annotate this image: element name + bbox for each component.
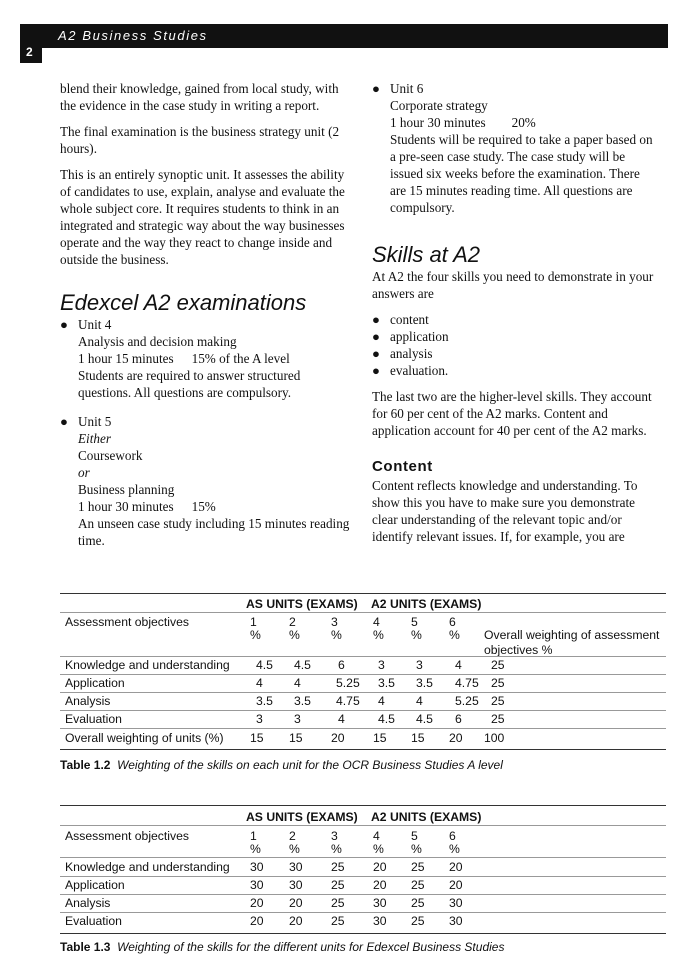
bullet-icon: ● bbox=[372, 312, 380, 327]
running-header-title: A2 Business Studies bbox=[58, 28, 208, 43]
page-number: 2 bbox=[26, 45, 33, 59]
cell: 30 bbox=[250, 878, 264, 892]
unit-name: Analysis and decision making bbox=[78, 334, 237, 349]
cell: 30 bbox=[449, 914, 463, 928]
cell: 30 bbox=[250, 860, 264, 874]
cell: 25 bbox=[491, 658, 505, 672]
row-label: Evaluation bbox=[65, 914, 122, 928]
cell: 20 bbox=[449, 860, 463, 874]
cell: 4.5 bbox=[256, 658, 273, 672]
table-caption bbox=[60, 940, 504, 954]
cell: 4.5 bbox=[294, 658, 311, 672]
cell: 25 bbox=[331, 878, 345, 892]
cell: 4 bbox=[338, 712, 345, 726]
cell: 20 bbox=[289, 914, 303, 928]
cell: 20 bbox=[373, 878, 387, 892]
caption-number: Table 1.2 bbox=[60, 758, 111, 772]
unit-col-header: 5 bbox=[411, 615, 418, 629]
cell: 3.5 bbox=[416, 676, 433, 690]
unit-col-header: 2 bbox=[289, 829, 296, 843]
cell: 3 bbox=[416, 658, 423, 672]
unit-description: Students will be required to take a paper based on a pre-seen case study. The case study will be issued six weeks before the examination. There are 15 minutes reading time. All questions are compulsory. bbox=[390, 132, 653, 215]
table-caption bbox=[60, 758, 503, 772]
table-rule bbox=[60, 593, 666, 594]
list-item-text: analysis bbox=[390, 346, 433, 361]
list-item-text: content bbox=[390, 312, 429, 327]
section-heading-edexcel: Edexcel A2 examinations bbox=[60, 290, 307, 315]
cell: 25 bbox=[331, 896, 345, 910]
bullet-icon: ● bbox=[372, 363, 380, 378]
cell: 4 bbox=[294, 676, 301, 690]
table-rule bbox=[60, 692, 666, 693]
unit-title: Unit 6 bbox=[390, 81, 424, 96]
row-label: Application bbox=[65, 676, 125, 690]
table-rule bbox=[60, 894, 666, 895]
cell: 4 bbox=[256, 676, 263, 690]
unit-weight: 15% bbox=[191, 499, 216, 514]
unit-description: Students are required to answer structured questions. All questions are compulsory. bbox=[78, 368, 301, 400]
group-header-as: AS UNITS (EXAMS) bbox=[246, 597, 358, 611]
row-header: Assessment objectives bbox=[65, 615, 189, 629]
row-label: Knowledge and understanding bbox=[65, 658, 230, 672]
row-label: Evaluation bbox=[65, 712, 122, 726]
group-header-a2: A2 UNITS (EXAMS) bbox=[371, 810, 482, 824]
cell: 6 bbox=[455, 712, 462, 726]
row-label: Knowledge and understanding bbox=[65, 860, 230, 874]
unit-weight: 20% bbox=[511, 115, 536, 130]
table-rule bbox=[60, 857, 666, 858]
cell: 3.5 bbox=[294, 694, 311, 708]
cell: 20 bbox=[250, 914, 264, 928]
cell: 25 bbox=[491, 712, 505, 726]
unit-col-header: 5 bbox=[411, 829, 418, 843]
table-rule bbox=[60, 805, 666, 806]
left-column bbox=[60, 80, 352, 549]
cell: 25 bbox=[331, 860, 345, 874]
cell: 20 bbox=[331, 731, 345, 745]
bullet-icon: ● bbox=[372, 329, 380, 344]
cell: 4 bbox=[455, 658, 462, 672]
cell: 4 bbox=[378, 694, 385, 708]
bullet-icon: ● bbox=[60, 414, 68, 429]
skills-list bbox=[372, 311, 656, 379]
bullet-icon: ● bbox=[372, 346, 380, 361]
unit-title: Unit 4 bbox=[78, 317, 112, 332]
caption-number: Table 1.3 bbox=[60, 940, 111, 954]
group-header-as: AS UNITS (EXAMS) bbox=[246, 810, 358, 824]
unit-col-header: 3 bbox=[331, 615, 338, 629]
cell: 30 bbox=[289, 860, 303, 874]
table-rule bbox=[60, 912, 666, 913]
list-item-text: evaluation. bbox=[390, 363, 449, 378]
pct-header: % bbox=[331, 628, 342, 642]
cell: 25 bbox=[491, 676, 505, 690]
table-rule bbox=[60, 876, 666, 877]
cell: 25 bbox=[411, 896, 425, 910]
table-rule bbox=[60, 825, 666, 826]
cell: 3.5 bbox=[378, 676, 395, 690]
unit-option-2: Business planning bbox=[78, 482, 175, 497]
unit-duration-line bbox=[78, 498, 352, 515]
cell: 4.5 bbox=[378, 712, 395, 726]
cell: 5.25 bbox=[336, 676, 360, 690]
cell: 20 bbox=[449, 878, 463, 892]
cell: 15 bbox=[411, 731, 425, 745]
table-rule bbox=[60, 612, 666, 613]
table-rule bbox=[60, 656, 666, 657]
cell: 4.5 bbox=[416, 712, 433, 726]
cell: 15 bbox=[373, 731, 387, 745]
section-heading-skills: Skills at A2 bbox=[372, 242, 481, 267]
unit-or: or bbox=[78, 465, 90, 480]
unit-weight: 15% of the A level bbox=[191, 351, 290, 366]
table-rule bbox=[60, 674, 666, 675]
cell: 30 bbox=[449, 896, 463, 910]
right-column bbox=[372, 80, 656, 554]
cell: 30 bbox=[373, 896, 387, 910]
cell: 4.75 bbox=[455, 676, 479, 690]
cell: 5.25 bbox=[455, 694, 479, 708]
caption-text: Weighting of the skills on each unit for the OCR Business Studies A level bbox=[117, 758, 503, 772]
list-item-text: application bbox=[390, 329, 449, 344]
cell: 4 bbox=[416, 694, 423, 708]
cell: 3.5 bbox=[256, 694, 273, 708]
unit-col-header: 2 bbox=[289, 615, 296, 629]
paragraph: Content reflects knowledge and understanding. To show this you have to make sure you demonstrate clear understanding of the relevant topic and/or identify relevant issues. If, for example, you are bbox=[372, 478, 638, 544]
unit-duration: 1 hour 15 minutes bbox=[78, 351, 174, 366]
overall-col-header: Overall weighting of assessment objectives % bbox=[484, 628, 660, 657]
cell: 3 bbox=[256, 712, 263, 726]
pct-header: % bbox=[289, 628, 300, 642]
cell: 30 bbox=[373, 914, 387, 928]
unit-either: Either bbox=[78, 431, 111, 446]
cell: 25 bbox=[411, 860, 425, 874]
pct-header: % bbox=[289, 842, 300, 856]
cell: 20 bbox=[289, 896, 303, 910]
unit-duration-line bbox=[390, 114, 656, 131]
list-item bbox=[372, 311, 656, 328]
unit-col-header: 1 bbox=[250, 615, 257, 629]
pct-header: % bbox=[449, 842, 460, 856]
unit-col-header: 3 bbox=[331, 829, 338, 843]
cell: 6 bbox=[338, 658, 345, 672]
cell: 25 bbox=[411, 914, 425, 928]
unit-duration: 1 hour 30 minutes bbox=[390, 115, 486, 130]
cell: 3 bbox=[378, 658, 385, 672]
pct-header: % bbox=[373, 842, 384, 856]
unit-duration: 1 hour 30 minutes bbox=[78, 499, 174, 514]
paragraph: blend their knowledge, gained from local study, with the evidence in the case study in writing a report. bbox=[60, 81, 339, 113]
pct-header: % bbox=[449, 628, 460, 642]
cell: 20 bbox=[373, 860, 387, 874]
group-header-a2: A2 UNITS (EXAMS) bbox=[371, 597, 482, 611]
unit-duration-line bbox=[78, 350, 352, 367]
unit-title: Unit 5 bbox=[78, 414, 112, 429]
subheading-content: Content bbox=[372, 458, 433, 475]
cell: 15 bbox=[289, 731, 303, 745]
pct-header: % bbox=[373, 628, 384, 642]
table-rule bbox=[60, 933, 666, 934]
list-item bbox=[372, 328, 656, 345]
paragraph: At A2 the four skills you need to demonstrate in your answers are bbox=[372, 269, 654, 301]
table-rule bbox=[60, 749, 666, 750]
unit-col-header: 4 bbox=[373, 829, 380, 843]
row-label: Overall weighting of units (%) bbox=[65, 731, 224, 745]
cell: 20 bbox=[250, 896, 264, 910]
cell: 15 bbox=[250, 731, 264, 745]
unit-description: An unseen case study including 15 minutes reading time. bbox=[78, 516, 350, 548]
caption-text: Weighting of the skills for the different units for Edexcel Business Studies bbox=[117, 940, 505, 954]
bullet-icon: ● bbox=[372, 81, 380, 96]
unit-col-header: 1 bbox=[250, 829, 257, 843]
cell: 3 bbox=[294, 712, 301, 726]
list-item bbox=[372, 345, 656, 362]
paragraph: The final examination is the business strategy unit (2 hours). bbox=[60, 124, 340, 156]
cell: 25 bbox=[411, 878, 425, 892]
cell: 4.75 bbox=[336, 694, 360, 708]
paragraph: This is an entirely synoptic unit. It assesses the ability of candidates to use, explain, analyse and evaluate the whole subject core. It requires students to think in an integrated and strategic way about the way businesses operate and the way they react to change inside and outside the business. bbox=[60, 167, 345, 267]
cell: 30 bbox=[289, 878, 303, 892]
cell: 25 bbox=[491, 694, 505, 708]
pct-header: % bbox=[331, 842, 342, 856]
pct-header: % bbox=[250, 842, 261, 856]
unit-4-block bbox=[60, 316, 352, 401]
unit-col-header: 6 bbox=[449, 829, 456, 843]
pct-header: % bbox=[411, 628, 422, 642]
row-label: Application bbox=[65, 878, 125, 892]
pct-header: % bbox=[250, 628, 261, 642]
paragraph: The last two are the higher-level skills. They account for 60 per cent of the A2 marks. Content and application account for 40 per cent of the A2 marks. bbox=[372, 389, 652, 438]
table-rule bbox=[60, 728, 666, 729]
unit-6-block bbox=[372, 80, 656, 216]
list-item bbox=[372, 362, 656, 379]
cell: 20 bbox=[449, 731, 463, 745]
bullet-icon: ● bbox=[60, 317, 68, 332]
table-rule bbox=[60, 710, 666, 711]
unit-option-1: Coursework bbox=[78, 448, 143, 463]
row-header: Assessment objectives bbox=[65, 829, 189, 843]
unit-col-header: 6 bbox=[449, 615, 456, 629]
pct-header: % bbox=[411, 842, 422, 856]
row-label: Analysis bbox=[65, 896, 111, 910]
cell: 100 bbox=[484, 731, 505, 745]
unit-5-block bbox=[60, 413, 352, 549]
cell: 25 bbox=[331, 914, 345, 928]
row-label: Analysis bbox=[65, 694, 111, 708]
unit-name: Corporate strategy bbox=[390, 98, 488, 113]
unit-col-header: 4 bbox=[373, 615, 380, 629]
